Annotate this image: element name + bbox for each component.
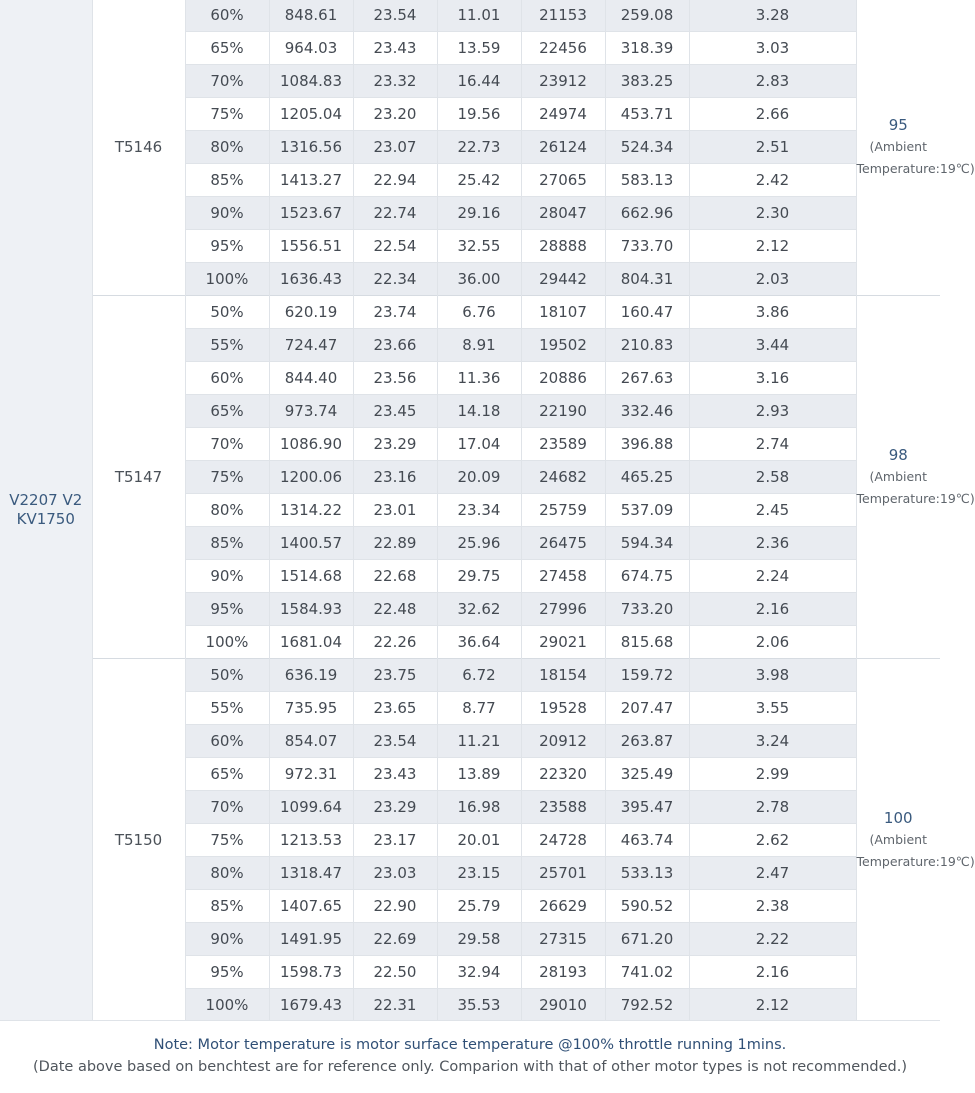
data-cell: 25.42 (437, 164, 521, 197)
data-cell: 23.65 (353, 692, 437, 725)
data-cell: 28047 (521, 197, 605, 230)
data-cell: 24974 (521, 98, 605, 131)
data-cell: 844.40 (269, 362, 353, 395)
data-cell: 2.06 (689, 626, 856, 659)
data-cell: 2.03 (689, 263, 856, 296)
data-cell: 100% (185, 989, 269, 1022)
data-cell: 2.62 (689, 824, 856, 857)
ambient-temperature-label: (Ambient (869, 139, 928, 154)
ambient-temperature-value: Temperature:19℃) (856, 854, 975, 869)
data-cell: 3.24 (689, 725, 856, 758)
data-cell: 2.30 (689, 197, 856, 230)
data-cell: 90% (185, 197, 269, 230)
data-cell: 383.25 (605, 65, 689, 98)
data-cell: 8.91 (437, 329, 521, 362)
data-cell: 80% (185, 494, 269, 527)
data-cell: 23588 (521, 791, 605, 824)
data-cell: 533.13 (605, 857, 689, 890)
data-cell: 90% (185, 923, 269, 956)
motor-temperature-cell (856, 659, 975, 1022)
notes-footer (0, 1020, 940, 1093)
data-cell: 1598.73 (269, 956, 353, 989)
data-cell: 23.54 (353, 0, 437, 32)
data-cell: 3.98 (689, 659, 856, 692)
data-cell: 674.75 (605, 560, 689, 593)
data-cell: 95% (185, 230, 269, 263)
data-cell: 792.52 (605, 989, 689, 1022)
data-cell: 259.08 (605, 0, 689, 32)
data-cell: 3.44 (689, 329, 856, 362)
data-cell: 17.04 (437, 428, 521, 461)
data-cell: 19528 (521, 692, 605, 725)
data-cell: 85% (185, 164, 269, 197)
data-cell: 28888 (521, 230, 605, 263)
data-cell: 636.19 (269, 659, 353, 692)
data-cell: 22456 (521, 32, 605, 65)
data-cell: 29010 (521, 989, 605, 1022)
data-cell: 25.96 (437, 527, 521, 560)
data-cell: 65% (185, 758, 269, 791)
data-cell: 27458 (521, 560, 605, 593)
data-cell: 13.59 (437, 32, 521, 65)
data-cell: 741.02 (605, 956, 689, 989)
data-cell: 19.56 (437, 98, 521, 131)
propeller-cell: T5146 (92, 0, 185, 296)
data-cell: 23.03 (353, 857, 437, 890)
data-cell: 60% (185, 362, 269, 395)
data-cell: 55% (185, 329, 269, 362)
data-cell: 32.62 (437, 593, 521, 626)
data-cell: 100% (185, 626, 269, 659)
data-cell: 20.09 (437, 461, 521, 494)
data-cell: 18154 (521, 659, 605, 692)
data-cell: 804.31 (605, 263, 689, 296)
data-cell: 22.74 (353, 197, 437, 230)
data-cell: 465.25 (605, 461, 689, 494)
data-cell: 23.01 (353, 494, 437, 527)
data-cell: 2.16 (689, 956, 856, 989)
data-cell: 2.36 (689, 527, 856, 560)
motor-temperature-value: 95 (888, 116, 908, 134)
data-cell: 267.63 (605, 362, 689, 395)
data-cell: 2.38 (689, 890, 856, 923)
data-cell: 22.34 (353, 263, 437, 296)
data-cell: 23.32 (353, 65, 437, 98)
data-cell: 23.45 (353, 395, 437, 428)
data-cell: 70% (185, 791, 269, 824)
data-cell: 80% (185, 857, 269, 890)
data-cell: 25759 (521, 494, 605, 527)
data-cell: 85% (185, 890, 269, 923)
data-cell: 11.01 (437, 0, 521, 32)
data-cell: 1200.06 (269, 461, 353, 494)
data-cell: 1681.04 (269, 626, 353, 659)
data-cell: 20.01 (437, 824, 521, 857)
data-cell: 2.58 (689, 461, 856, 494)
data-cell: 160.47 (605, 296, 689, 329)
data-cell: 453.71 (605, 98, 689, 131)
data-cell: 318.39 (605, 32, 689, 65)
data-cell: 325.49 (605, 758, 689, 791)
data-cell: 1413.27 (269, 164, 353, 197)
data-cell: 60% (185, 0, 269, 32)
data-cell: 80% (185, 131, 269, 164)
data-cell: 2.51 (689, 131, 856, 164)
data-cell: 2.78 (689, 791, 856, 824)
motor-temperature-cell (856, 296, 975, 659)
motor-model-line-1: V2207 V2 (9, 490, 83, 509)
data-cell: 2.66 (689, 98, 856, 131)
data-cell: 29.75 (437, 560, 521, 593)
data-cell: 2.93 (689, 395, 856, 428)
data-cell: 724.47 (269, 329, 353, 362)
data-cell: 1407.65 (269, 890, 353, 923)
data-cell: 50% (185, 296, 269, 329)
data-cell: 23.29 (353, 791, 437, 824)
data-cell: 60% (185, 725, 269, 758)
data-cell: 16.98 (437, 791, 521, 824)
ambient-temperature-value: Temperature:19℃) (856, 161, 975, 176)
data-cell: 32.94 (437, 956, 521, 989)
data-cell: 22.94 (353, 164, 437, 197)
data-cell: 100% (185, 263, 269, 296)
data-cell: 2.74 (689, 428, 856, 461)
data-cell: 3.86 (689, 296, 856, 329)
data-cell: 972.31 (269, 758, 353, 791)
data-cell: 207.47 (605, 692, 689, 725)
ambient-temperature-label: (Ambient (869, 832, 928, 847)
data-cell: 2.24 (689, 560, 856, 593)
motor-temperature-cell (856, 0, 975, 296)
data-cell: 662.96 (605, 197, 689, 230)
data-cell: 6.72 (437, 659, 521, 692)
data-cell: 848.61 (269, 0, 353, 32)
data-cell: 3.28 (689, 0, 856, 32)
ambient-temperature-label: (Ambient (869, 469, 928, 484)
note-line-1: Note: Motor temperature is motor surface temperature @100% throttle running 1mins. (153, 1037, 787, 1053)
data-cell: 2.22 (689, 923, 856, 956)
data-cell: 733.70 (605, 230, 689, 263)
data-cell: 22.89 (353, 527, 437, 560)
data-cell: 463.74 (605, 824, 689, 857)
data-cell: 2.12 (689, 230, 856, 263)
data-cell: 22.90 (353, 890, 437, 923)
data-cell: 22320 (521, 758, 605, 791)
data-cell: 1213.53 (269, 824, 353, 857)
data-cell: 3.03 (689, 32, 856, 65)
data-cell: 332.46 (605, 395, 689, 428)
data-cell: 590.52 (605, 890, 689, 923)
data-cell: 1514.68 (269, 560, 353, 593)
data-cell: 735.95 (269, 692, 353, 725)
data-cell: 1556.51 (269, 230, 353, 263)
data-cell: 22.48 (353, 593, 437, 626)
data-cell: 964.03 (269, 32, 353, 65)
data-cell: 35.53 (437, 989, 521, 1022)
data-cell: 22.54 (353, 230, 437, 263)
data-cell: 22190 (521, 395, 605, 428)
data-cell: 23912 (521, 65, 605, 98)
data-cell: 23.74 (353, 296, 437, 329)
data-cell: 2.42 (689, 164, 856, 197)
data-cell: 90% (185, 560, 269, 593)
data-cell: 1523.67 (269, 197, 353, 230)
data-cell: 1084.83 (269, 65, 353, 98)
data-cell: 36.64 (437, 626, 521, 659)
data-cell: 854.07 (269, 725, 353, 758)
table-row (0, 659, 940, 692)
data-cell: 29.58 (437, 923, 521, 956)
data-cell: 1679.43 (269, 989, 353, 1022)
data-cell: 75% (185, 98, 269, 131)
data-cell: 95% (185, 956, 269, 989)
data-cell: 22.50 (353, 956, 437, 989)
data-cell: 16.44 (437, 65, 521, 98)
data-cell: 23.17 (353, 824, 437, 857)
data-cell: 2.16 (689, 593, 856, 626)
data-cell: 23.43 (353, 758, 437, 791)
data-cell: 11.21 (437, 725, 521, 758)
data-cell: 14.18 (437, 395, 521, 428)
data-cell: 1314.22 (269, 494, 353, 527)
data-cell: 395.47 (605, 791, 689, 824)
propeller-cell: T5147 (92, 296, 185, 659)
data-cell: 1318.47 (269, 857, 353, 890)
data-cell: 524.34 (605, 131, 689, 164)
data-cell: 32.55 (437, 230, 521, 263)
data-cell: 22.26 (353, 626, 437, 659)
data-cell: 13.89 (437, 758, 521, 791)
data-cell: 23.15 (437, 857, 521, 890)
data-cell: 27315 (521, 923, 605, 956)
data-cell: 24728 (521, 824, 605, 857)
data-cell: 19502 (521, 329, 605, 362)
data-cell: 396.88 (605, 428, 689, 461)
data-cell: 23.16 (353, 461, 437, 494)
data-cell: 24682 (521, 461, 605, 494)
data-cell: 27065 (521, 164, 605, 197)
data-cell: 25701 (521, 857, 605, 890)
motor-model-line-2: KV1750 (16, 509, 75, 528)
data-cell: 18107 (521, 296, 605, 329)
data-cell: 11.36 (437, 362, 521, 395)
data-cell: 23.34 (437, 494, 521, 527)
data-cell: 50% (185, 659, 269, 692)
data-cell: 23.56 (353, 362, 437, 395)
motor-temperature-value: 98 (888, 446, 908, 464)
data-cell: 25.79 (437, 890, 521, 923)
data-cell: 1086.90 (269, 428, 353, 461)
data-cell: 6.76 (437, 296, 521, 329)
data-cell: 3.16 (689, 362, 856, 395)
data-cell: 22.31 (353, 989, 437, 1022)
data-cell: 26475 (521, 527, 605, 560)
motor-temperature-value: 100 (883, 809, 913, 827)
data-cell: 70% (185, 65, 269, 98)
motor-model-cell (0, 0, 92, 1021)
data-cell: 23.75 (353, 659, 437, 692)
data-cell: 29021 (521, 626, 605, 659)
data-cell: 26629 (521, 890, 605, 923)
data-cell: 159.72 (605, 659, 689, 692)
data-cell: 23589 (521, 428, 605, 461)
data-cell: 75% (185, 824, 269, 857)
data-cell: 583.13 (605, 164, 689, 197)
data-cell: 23.66 (353, 329, 437, 362)
data-cell: 75% (185, 461, 269, 494)
data-cell: 2.12 (689, 989, 856, 1022)
data-cell: 36.00 (437, 263, 521, 296)
data-cell: 29.16 (437, 197, 521, 230)
data-cell: 29442 (521, 263, 605, 296)
note-line-2: (Date above based on benchtest are for reference only. Comparion with that of other motor types is not recommended.) (33, 1059, 907, 1075)
data-cell: 263.87 (605, 725, 689, 758)
data-cell: 2.83 (689, 65, 856, 98)
data-cell: 65% (185, 395, 269, 428)
data-cell: 1316.56 (269, 131, 353, 164)
table-row (0, 296, 940, 329)
data-cell: 210.83 (605, 329, 689, 362)
data-cell: 1400.57 (269, 527, 353, 560)
data-cell: 23.20 (353, 98, 437, 131)
data-cell: 21153 (521, 0, 605, 32)
data-cell: 973.74 (269, 395, 353, 428)
data-cell: 55% (185, 692, 269, 725)
data-cell: 733.20 (605, 593, 689, 626)
data-cell: 3.55 (689, 692, 856, 725)
data-cell: 815.68 (605, 626, 689, 659)
data-cell: 20912 (521, 725, 605, 758)
ambient-temperature-value: Temperature:19℃) (856, 491, 975, 506)
data-cell: 1584.93 (269, 593, 353, 626)
data-cell: 95% (185, 593, 269, 626)
data-cell: 65% (185, 32, 269, 65)
data-cell: 2.47 (689, 857, 856, 890)
data-cell: 1636.43 (269, 263, 353, 296)
data-cell: 1491.95 (269, 923, 353, 956)
data-cell: 2.45 (689, 494, 856, 527)
data-cell: 594.34 (605, 527, 689, 560)
data-cell: 1205.04 (269, 98, 353, 131)
data-cell: 23.29 (353, 428, 437, 461)
data-cell: 23.07 (353, 131, 437, 164)
data-cell: 620.19 (269, 296, 353, 329)
data-cell: 26124 (521, 131, 605, 164)
data-cell: 28193 (521, 956, 605, 989)
data-cell: 22.73 (437, 131, 521, 164)
data-cell: 22.69 (353, 923, 437, 956)
data-cell: 8.77 (437, 692, 521, 725)
data-cell: 671.20 (605, 923, 689, 956)
data-cell: 70% (185, 428, 269, 461)
data-cell: 537.09 (605, 494, 689, 527)
data-cell: 22.68 (353, 560, 437, 593)
data-cell: 85% (185, 527, 269, 560)
data-cell: 2.99 (689, 758, 856, 791)
data-cell: 23.43 (353, 32, 437, 65)
data-cell: 20886 (521, 362, 605, 395)
table-row (0, 0, 940, 32)
propeller-cell: T5150 (92, 659, 185, 1022)
data-cell: 23.54 (353, 725, 437, 758)
data-cell: 1099.64 (269, 791, 353, 824)
data-cell: 27996 (521, 593, 605, 626)
